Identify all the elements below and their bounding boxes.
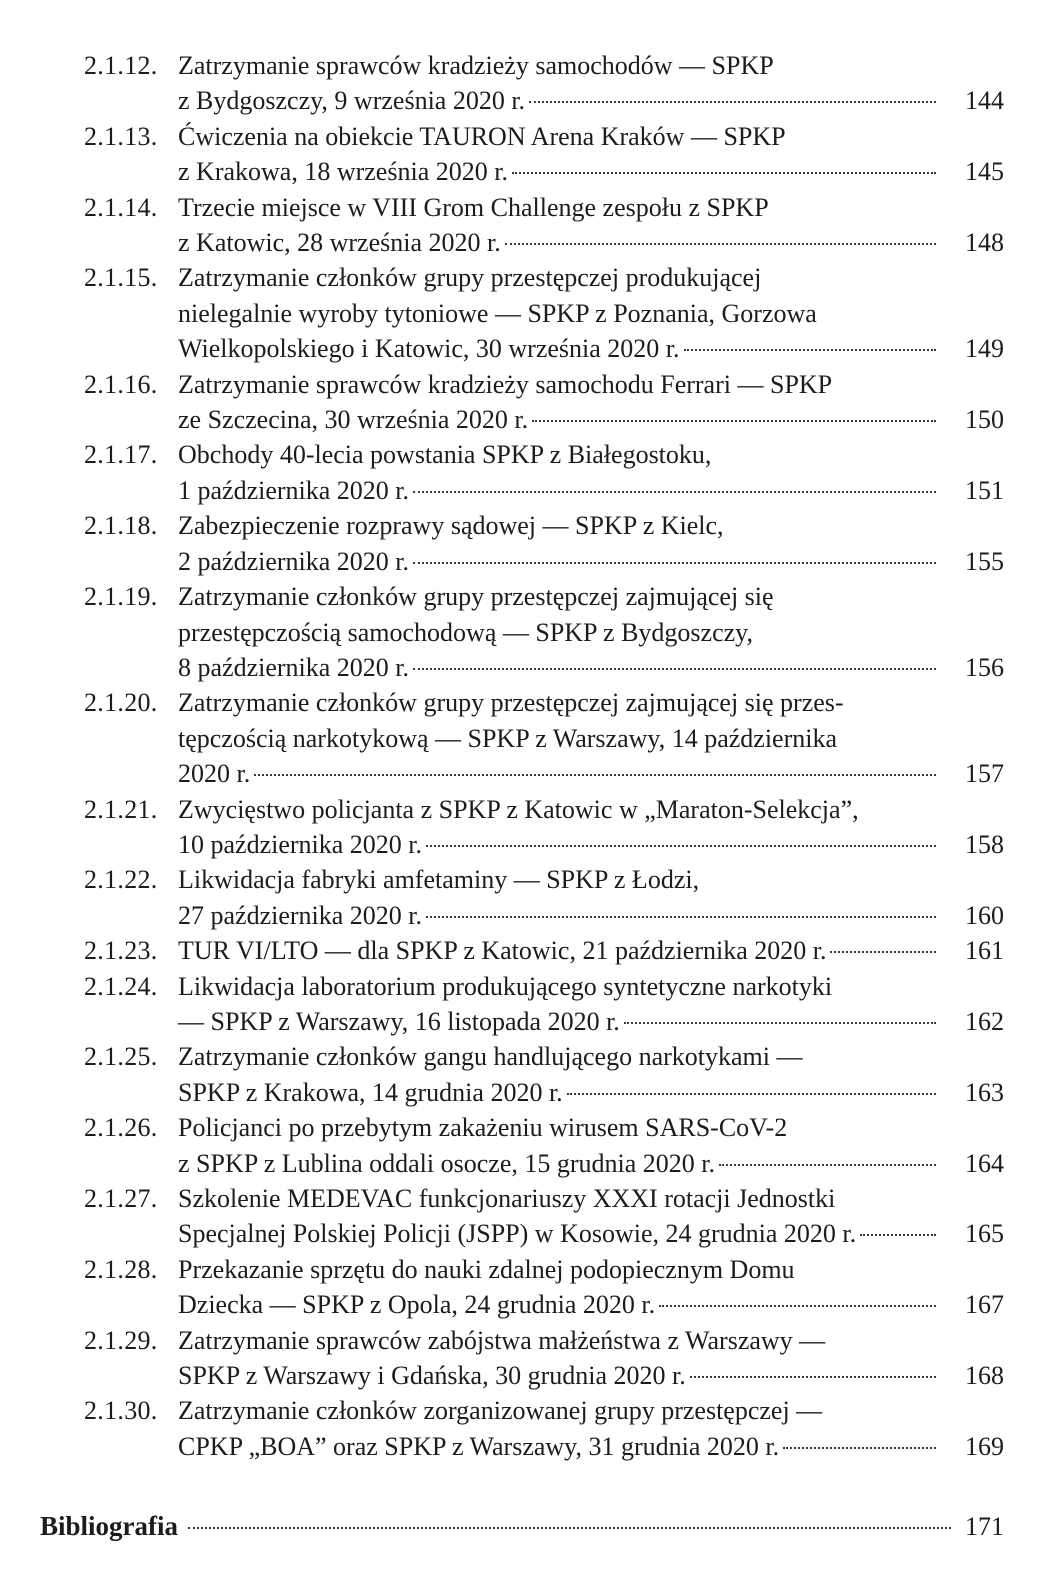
- page-number: 160: [965, 900, 1004, 930]
- entry-title-line: [178, 827, 942, 862]
- page-number: 144: [965, 86, 1004, 116]
- dot-leader: [860, 1233, 936, 1236]
- toc-entry: [84, 792, 1004, 863]
- page-number: 145: [965, 157, 1004, 187]
- section-number: 2.1.29.: [84, 1325, 158, 1355]
- entry-title-line: Obchody 40-lecia powstania SPKP z Białegostoku,: [178, 440, 712, 470]
- entry-title: [178, 969, 942, 1040]
- dot-leader: [505, 242, 936, 245]
- section-number: 2.1.18.: [84, 511, 158, 541]
- entry-title: [178, 579, 942, 685]
- entry-title-line: tępczością narkotykową — SPKP z Warszawy, 14 października: [178, 723, 838, 753]
- entry-title-line: [178, 650, 942, 685]
- page-number: 165: [965, 1219, 1004, 1249]
- entry-title-line: [178, 154, 942, 189]
- entry-title-line: [178, 544, 942, 579]
- dot-leader: [254, 773, 936, 776]
- toc-entry: [84, 1181, 1004, 1252]
- section-number: 2.1.26.: [84, 1113, 158, 1143]
- entry-title: [178, 508, 942, 579]
- toc-entry: [84, 508, 1004, 579]
- bibliography-entry: [40, 1508, 1004, 1545]
- entry-title-line: Szkolenie MEDEVAC funkcjonariuszy XXXI rotacji Jednostki: [178, 1184, 836, 1213]
- entry-title-text: CPKP „BOA” oraz SPKP z Warszawy, 31 grudnia 2020 r.: [178, 1431, 780, 1461]
- section-number: 2.1.13.: [84, 121, 158, 151]
- page-number: 150: [965, 405, 1004, 435]
- toc-entry: [84, 1252, 1004, 1323]
- toc-entry: [84, 1323, 1004, 1394]
- entry-title-line: Zatrzymanie sprawców kradzieży samochodów — SPKP: [178, 51, 774, 80]
- entry-title-text: 1 października 2020 r.: [178, 475, 410, 505]
- entry-title-line: Zatrzymanie członków gangu handlującego narkotykami —: [178, 1042, 803, 1072]
- section-number: 2.1.23.: [84, 936, 158, 966]
- entry-title-text: Wielkopolskiego i Katowic, 30 września 2020 r.: [178, 334, 680, 364]
- entry-title-text: 27 października 2020 r.: [178, 900, 423, 930]
- entry-title-line: przestępczością samochodową — SPKP z Bydgoszczy,: [178, 617, 753, 647]
- entry-title: [178, 437, 942, 508]
- section-number: 2.1.16.: [84, 369, 158, 399]
- section-number: 2.1.25.: [84, 1042, 158, 1072]
- entry-title-line: Ćwiczenia na obiekcie TAURON Arena Kraków — SPKP: [178, 121, 786, 151]
- toc-entry: [84, 437, 1004, 508]
- page-number: 158: [965, 829, 1004, 859]
- section-number: 2.1.24.: [84, 971, 158, 1001]
- entry-title-line: [178, 1358, 942, 1393]
- entry-title-line: Zatrzymanie sprawców zabójstwa małżeństwa z Warszawy —: [178, 1325, 826, 1355]
- section-number: 2.1.15.: [84, 263, 158, 293]
- entry-title-line: [178, 1075, 942, 1110]
- page-number: 155: [965, 546, 1004, 576]
- dot-leader: [426, 844, 936, 847]
- entry-title: [178, 792, 942, 863]
- section-number: 2.1.30.: [84, 1396, 158, 1426]
- entry-title: [178, 260, 942, 366]
- section-number: 2.1.27.: [84, 1184, 158, 1213]
- entry-title: [178, 1393, 942, 1464]
- toc-entry: [84, 190, 1004, 261]
- entry-title-line: Likwidacja laboratorium produkującego syntetyczne narkotyki: [178, 971, 833, 1001]
- page-number: 164: [965, 1148, 1004, 1178]
- entry-title-line: Zatrzymanie sprawców kradzieży samochodu Ferrari — SPKP: [178, 369, 833, 399]
- entry-title-line: [178, 331, 942, 366]
- page-number: 148: [965, 228, 1004, 258]
- dot-leader: [512, 171, 936, 174]
- entry-title-line: Zatrzymanie członków grupy przestępczej zajmującej się przes-: [178, 688, 844, 718]
- toc-entry: [84, 1393, 1004, 1464]
- entry-title-line: Przekazanie sprzętu do nauki zdalnej podopiecznym Domu: [178, 1254, 795, 1284]
- entry-title-line: [178, 756, 942, 791]
- dot-leader: [567, 1092, 936, 1095]
- toc-entry: [84, 367, 1004, 438]
- section-number: 2.1.12.: [84, 51, 158, 80]
- page-number: 161: [965, 936, 1004, 966]
- entry-title: [178, 1181, 942, 1252]
- entry-title-text: 8 października 2020 r.: [178, 652, 410, 682]
- dot-leader: [532, 419, 936, 422]
- entry-title-line: [178, 898, 942, 933]
- page-number: 162: [965, 1006, 1004, 1036]
- entry-title-text: Dziecka — SPKP z Opola, 24 grudnia 2020 r.: [178, 1290, 656, 1320]
- page-number: 157: [965, 759, 1004, 789]
- dot-leader: [413, 667, 936, 670]
- entry-title-text: SPKP z Krakowa, 14 grudnia 2020 r.: [178, 1077, 563, 1107]
- entry-title-line: Zabezpieczenie rozprawy sądowej — SPKP z Kielc,: [178, 511, 724, 541]
- entry-title: [178, 48, 942, 119]
- dot-leader: [413, 561, 936, 564]
- dot-leader: [426, 915, 936, 918]
- entry-title-line: Trzecie miejsce w VIII Grom Challenge zespołu z SPKP: [178, 192, 769, 222]
- entry-title-text: 2 października 2020 r.: [178, 546, 410, 576]
- page-number: 167: [965, 1290, 1004, 1320]
- bibliography-page-number: 171: [965, 1512, 1004, 1541]
- page-number: 156: [965, 652, 1004, 682]
- entry-title: [178, 685, 942, 791]
- section-number: 2.1.21.: [84, 794, 158, 824]
- entry-title: [178, 933, 942, 968]
- entry-title-text: ze Szczecina, 30 września 2020 r.: [178, 405, 529, 435]
- dot-leader: [690, 1375, 936, 1378]
- dot-leader: [659, 1304, 936, 1307]
- dot-leader: [624, 1021, 936, 1024]
- page-number: 151: [965, 475, 1004, 505]
- dot-leader: [830, 950, 936, 953]
- entry-title-line: Zatrzymanie członków grupy przestępczej produkującej: [178, 263, 762, 293]
- entry-title-line: [178, 1004, 942, 1039]
- entry-title-line: [178, 83, 942, 118]
- entry-title-text: Specjalnej Polskiej Policji (JSPP) w Kosowie, 24 grudnia 2020 r.: [178, 1219, 857, 1249]
- toc-entry: [84, 579, 1004, 685]
- entry-title-text: SPKP z Warszawy i Gdańska, 30 grudnia 2020 r.: [178, 1361, 686, 1391]
- entry-title: [178, 367, 942, 438]
- entry-title-text: z Katowic, 28 września 2020 r.: [178, 228, 501, 258]
- toc-entry: [84, 1039, 1004, 1110]
- toc-entry: [84, 119, 1004, 190]
- section-number: 2.1.19.: [84, 582, 158, 612]
- entry-title-line: Zatrzymanie członków zorganizowanej grupy przestępczej —: [178, 1396, 823, 1426]
- toc-entry: [84, 862, 1004, 933]
- entry-title-line: nielegalnie wyroby tytoniowe — SPKP z Poznania, Gorzowa: [178, 298, 817, 328]
- entry-title-line: [178, 473, 942, 508]
- section-number: 2.1.22.: [84, 865, 158, 895]
- entry-title: [178, 862, 942, 933]
- entry-title-line: Zatrzymanie członków grupy przestępczej zajmującej się: [178, 582, 774, 612]
- section-number: 2.1.20.: [84, 688, 158, 718]
- entry-title-line: [178, 225, 942, 260]
- dot-leader: [413, 490, 936, 493]
- page-number: 163: [965, 1077, 1004, 1107]
- entry-title-line: [178, 933, 942, 968]
- entry-title-line: Zwycięstwo policjanta z SPKP z Katowic w „Maraton-Selekcja”,: [178, 794, 859, 824]
- entry-title-line: [178, 1146, 942, 1181]
- entry-title: [178, 190, 942, 261]
- table-of-contents: [84, 48, 1004, 1464]
- toc-entry: [84, 1110, 1004, 1181]
- page-number: 149: [965, 334, 1004, 364]
- entry-title-text: 10 października 2020 r.: [178, 829, 423, 859]
- page-number: 168: [965, 1361, 1004, 1391]
- entry-title-text: — SPKP z Warszawy, 16 listopada 2020 r.: [178, 1006, 620, 1036]
- dot-leader: [684, 348, 936, 351]
- entry-title-line: [178, 1287, 942, 1322]
- entry-title-line: Policjanci po przebytym zakażeniu wirusem SARS-CoV-2: [178, 1113, 788, 1143]
- dot-leader: [783, 1446, 936, 1449]
- entry-title: [178, 1110, 942, 1181]
- page-number: 169: [965, 1431, 1004, 1461]
- entry-title: [178, 1039, 942, 1110]
- toc-entry: [84, 260, 1004, 366]
- entry-title-text: z Krakowa, 18 września 2020 r.: [178, 157, 508, 187]
- toc-entry: [84, 685, 1004, 791]
- toc-entry: [84, 933, 1004, 968]
- entry-title-line: Likwidacja fabryki amfetaminy — SPKP z Łodzi,: [178, 865, 700, 895]
- dot-leader: [719, 1163, 936, 1166]
- bibliography-title: Bibliografia: [40, 1511, 179, 1541]
- entry-title: [178, 1252, 942, 1323]
- entry-title-line: [178, 1216, 942, 1251]
- dot-leader: [529, 100, 936, 103]
- entry-title-text: TUR VI/LTO — dla SPKP z Katowic, 21 października 2020 r.: [178, 936, 827, 966]
- section-number: 2.1.14.: [84, 192, 158, 222]
- section-number: 2.1.17.: [84, 440, 158, 470]
- entry-title-line: [178, 1429, 942, 1464]
- toc-entry: [84, 969, 1004, 1040]
- entry-title: [178, 1323, 942, 1394]
- dot-leader: [188, 1526, 951, 1529]
- entry-title: [178, 119, 942, 190]
- toc-entry: [84, 48, 1004, 119]
- section-number: 2.1.28.: [84, 1254, 158, 1284]
- entry-title-text: z SPKP z Lublina oddali osocze, 15 grudnia 2020 r.: [178, 1148, 716, 1178]
- entry-title-text: z Bydgoszczy, 9 września 2020 r.: [178, 86, 526, 116]
- entry-title-line: [178, 402, 942, 437]
- entry-title-text: 2020 r.: [178, 759, 251, 789]
